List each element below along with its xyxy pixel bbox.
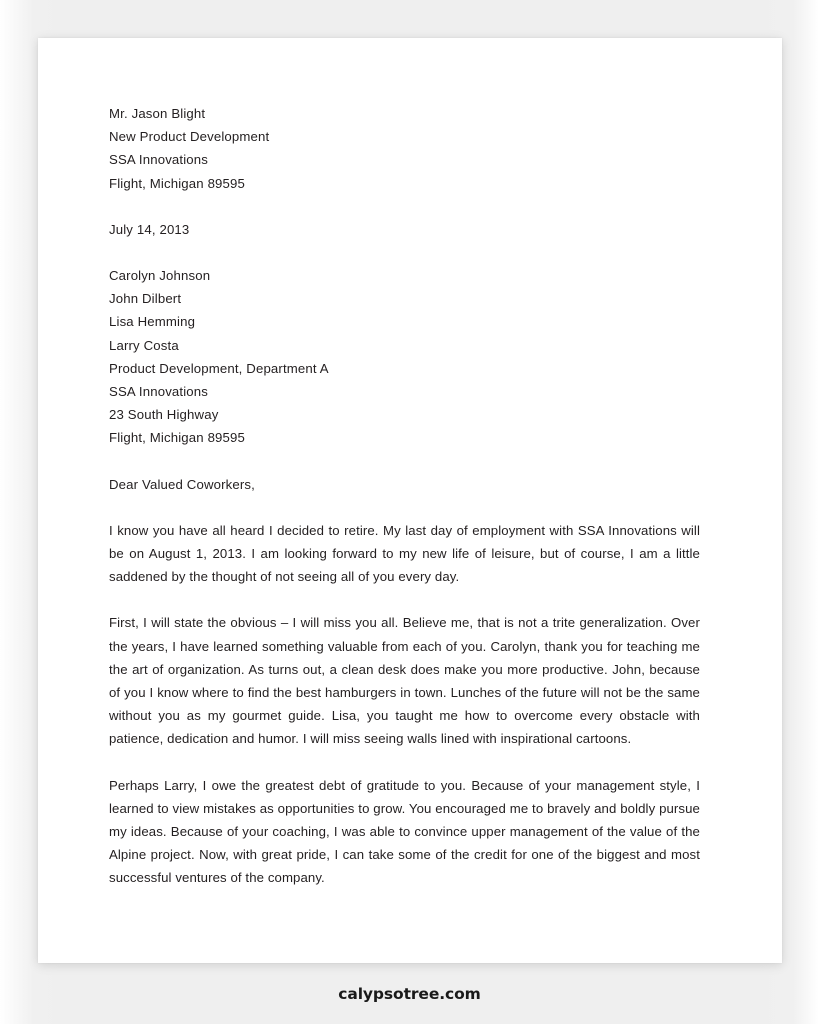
recipient-address-line: SSA Innovations: [109, 384, 209, 400]
document-page: [38, 38, 782, 963]
date-block: [109, 218, 700, 241]
sender-address-line: New Product Development: [109, 129, 270, 145]
sender-address-block: [109, 102, 700, 195]
body-paragraph: Perhaps Larry, I owe the greatest debt of gratitude to you. Because of your management style, I learned to view mistakes as opportunities to grow. You encouraged me to bravely and boldly pursue my ideas. Because of your coaching, I was able to convince upper management of the value of the Alpine project. Now, with great pride, I can take some of the credit for one of the biggest and most successful ventures of the company.: [109, 777, 700, 886]
recipient-address-line: Carolyn Johnson: [109, 268, 211, 284]
letter-date: July 14, 2013: [109, 221, 190, 237]
body-paragraph: First, I will state the obvious – I will miss you all. Believe me, that is not a trite generalization. Over the years, I have learned something valuable from each of you. Carolyn, thank you for teaching me the art of organization. As turns out, a clean desk does make you more productive. John, because of you I know where to find the best hamburgers in town. Lunches of the future will not be the same without you as my gourmet guide. Lisa, you taught me how to overcome every obstacle with patience, dedication and humor. I will miss seeing walls lined with inspirational cartoons.: [109, 615, 700, 747]
salutation: Dear Valued Coworkers,: [109, 476, 255, 492]
recipient-address-block: [109, 264, 700, 450]
body-paragraph: I know you have all heard I decided to retire. My last day of employment with SSA Innovations will be on August 1, 2013. I am looking forward to my new life of leisure, but of course, I am a little saddened by the thought of not seeing all of you every day.: [109, 522, 700, 585]
recipient-address-line: Flight, Michigan 89595: [109, 430, 245, 446]
sender-address-line: SSA Innovations: [109, 152, 209, 168]
recipient-address-line: Product Development, Department A: [109, 360, 329, 376]
letter-body: [109, 102, 700, 890]
recipient-address-line: 23 South Highway: [109, 407, 219, 423]
sender-address-line: Flight, Michigan 89595: [109, 175, 245, 191]
watermark-text: calypsotree.com: [338, 985, 481, 1003]
footer: [0, 985, 819, 1004]
recipient-address-line: Lisa Hemming: [109, 314, 196, 330]
recipient-address-line: John Dilbert: [109, 291, 182, 307]
recipient-address-line: Larry Costa: [109, 337, 179, 353]
sender-address-line: Mr. Jason Blight: [109, 106, 206, 121]
